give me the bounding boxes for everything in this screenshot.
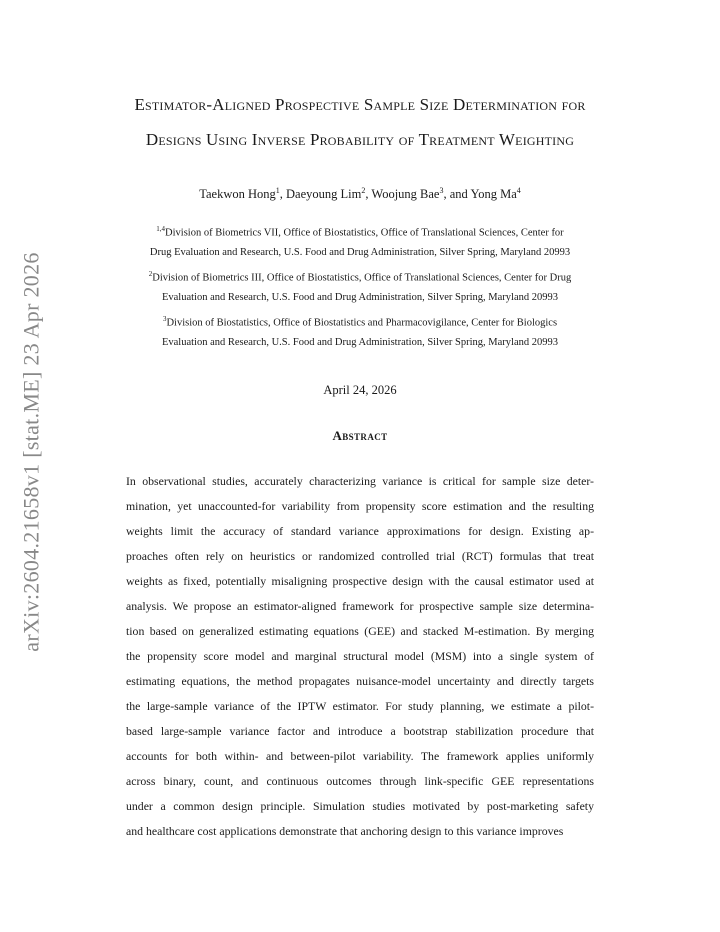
affiliation-text: Division of Biometrics III, Office of Biostatistics, Office of Translational Sciences, Center for Drug <box>152 272 572 284</box>
abstract-line: accounts for both within- and between-pilot variability. The framework applies uniformly <box>126 749 594 763</box>
abstract-line: In observational studies, accurately characterizing variance is critical for sample size deter- <box>126 474 594 488</box>
abstract-line: based large-sample variance factor and introduce a bootstrap stabilization procedure that <box>126 724 594 738</box>
affiliation-2-line-1 <box>110 268 610 285</box>
arxiv-identifier-text: arXiv:2604.21658v1 [stat.ME] 23 Apr 2026 <box>19 252 44 652</box>
author-affiliation-marker: 2 <box>361 186 366 195</box>
author-name: Taekwon Hong <box>199 187 276 202</box>
affiliation-marker: 2 <box>148 270 153 278</box>
affiliation-marker: 3 <box>162 315 167 323</box>
author-separator: , and <box>443 187 471 202</box>
author-separator: , <box>279 187 287 202</box>
affiliation-text: Division of Biostatistics, Office of Biostatistics and Pharmacovigilance, Center for Biologics <box>166 317 558 329</box>
abstract-line: proaches often rely on heuristics or randomized controlled trial (RCT) formulas that treat <box>126 549 594 563</box>
author-affiliation-marker: 1 <box>275 186 280 195</box>
author-name: Daeyoung Lim <box>286 187 362 202</box>
abstract-line: the large-sample variance of the IPTW estimator. For study planning, we estimate a pilot- <box>126 699 594 713</box>
affiliation-text: Division of Biometrics VII, Office of Biostatistics, Office of Translational Sciences, Center for <box>165 227 564 239</box>
abstract-line: and healthcare cost applications demonstrate that anchoring design to this variance improves <box>126 824 564 838</box>
paper-title-line-2: Designs Using Inverse Probability of Treatment Weighting <box>145 130 575 149</box>
abstract-line: weights as fixed, potentially misaligning prospective design with the causal estimator used at <box>126 574 594 588</box>
author-name: Yong Ma <box>470 187 517 202</box>
author-list <box>60 186 660 202</box>
affiliation-2-line-2: Evaluation and Research, U.S. Food and Drug Administration, Silver Spring, Maryland 20993 <box>161 292 559 303</box>
abstract-line: weights limit the accuracy of standard variance approximations for design. Existing ap- <box>126 524 594 538</box>
arxiv-identifier-stamp <box>14 252 50 652</box>
abstract-heading: Abstract <box>332 428 388 443</box>
affiliation-3-line-1 <box>110 313 610 330</box>
affiliation-1-line-2: Drug Evaluation and Research, U.S. Food and Drug Administration, Silver Spring, Maryland 20993 <box>149 247 571 258</box>
affiliation-marker: 1,4 <box>156 225 166 233</box>
abstract-line: analysis. We propose an estimator-aligned framework for prospective sample size determina- <box>126 599 594 613</box>
abstract-line: under a common design principle. Simulation studies motivated by post-marketing safety <box>126 799 594 813</box>
publication-date: April 24, 2026 <box>323 383 397 397</box>
abstract-line: mination, yet unaccounted-for variability from propensity score estimation and the resulting <box>126 499 594 513</box>
author-name: Woojung Bae <box>371 187 440 202</box>
author-affiliation-marker: 3 <box>439 186 444 195</box>
abstract-line: across binary, count, and continuous outcomes through link-specific GEE representations <box>126 774 594 788</box>
abstract-line: estimating equations, the method propagates nuisance-model uncertainty and directly targets <box>126 674 594 688</box>
affiliation-3-line-2: Evaluation and Research, U.S. Food and Drug Administration, Silver Spring, Maryland 20993 <box>161 337 559 348</box>
author-separator: , <box>365 187 372 202</box>
abstract-line: the propensity score model and marginal structural model (MSM) into a single system of <box>126 649 594 663</box>
affiliation-1-line-1 <box>110 223 610 240</box>
paper-title-line-1: Estimator-Aligned Prospective Sample Size Determination for <box>134 95 586 114</box>
author-affiliation-marker: 4 <box>516 186 521 195</box>
abstract-line: tion based on generalized estimating equations (GEE) and stacked M-estimation. By merging <box>126 624 594 638</box>
